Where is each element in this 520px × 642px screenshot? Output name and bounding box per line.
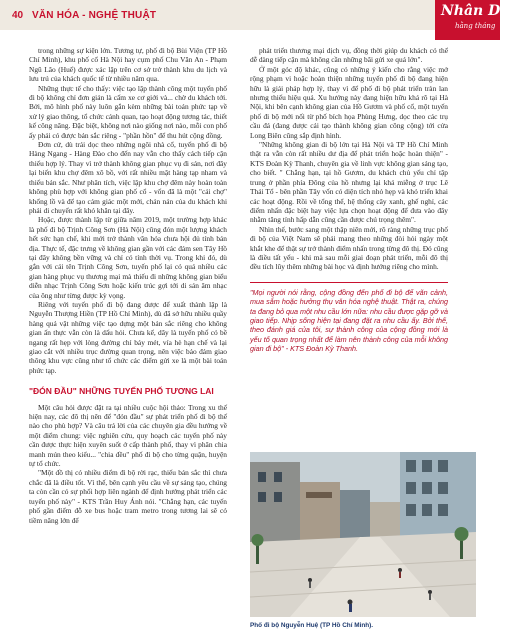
body-paragraph: "Một đồ thị có nhiều điểm đi bộ rời rạc, thiếu bản sắc thì chưa chắc đã là điều tốt. Vì thế, bên cạnh yêu cầu về sự sáng tạo, chúng ta còn cần có sự phối hợp liên ngành để định hướng phát triển các tuyến phố này" - KTS Trần Huy Ánh nói. "Chẳng hạn, các tuyến phố gần điểm đỗ xe bus hoặc tram metro trong tương lai sẽ có tiềm năng lớn để: [29, 468, 227, 525]
body-paragraph: Ở một góc độ khác, cũng có những ý kiến cho rằng việc mở rộng phạm vi hoặc hoàn thiện những tuyến phố đi bộ đang hiện hữu là giải pháp hợp lý, thay vì để phố đi bộ phát triển tràn lan nhưng thiếu hiệu quả. Xu hướng này đang hiện hữu khá rõ tại Hà Nội, khi bên cạnh không gian của Hồ Gươm và phố cổ, một tuyến phố đi bộ mới nối từ phố bích họa Phùng Hưng, dọc theo các trụ cầu đá (đang được cải tạo thành không gian công cộng) tới cửa Long Biên cũng sắp định hình.: [250, 64, 448, 140]
photo-caption: Phố đi bộ Nguyễn Huệ (TP Hồ Chí Minh).: [250, 622, 374, 629]
page-number: 40: [12, 10, 24, 21]
pedestrian-street-illustration: [250, 452, 476, 617]
body-paragraph: Nhìn thế, bước sang một thập niên mới, rõ ràng những trục phố đi bộ của Việt Nam sẽ phải mang theo những đòi hỏi ngày một khắt khe để thật sự trở thành điểm nhấn trong từng đô thị. Đó cũng là điều tất yếu - khi mà sau mỗi giai đoạn phát triển, mỗi đô thị đều tích lũy thêm những bài học và định hướng riêng cho mình.: [250, 224, 448, 272]
body-paragraph: trong những sự kiện lớn. Tương tự, phố đi bộ Bùi Viện (TP Hồ Chí Minh), khu phố cổ Hà Nội hay cụm phố Chu Văn An - Phạm Ngũ Lão (Huế) được xác lập trên cơ sở trở thành khu du lịch và lưu trú của khách quốc tế từ nhiều năm qua.: [29, 46, 227, 84]
body-paragraph: Riêng với tuyến phố đi bộ đang được để xuất thành lập là Nguyễn Thượng Hiền (TP Hồ Chí Minh), dù đã sở hữu nhiều quầy hàng quả vật những việc tạo dựng một bản sắc riêng cho không gian ấn thực vẫn còn là dấu hỏi. Chưa kể, dãy là tuyến phố có bề ngang rất hẹp với lòng đường chỉ bảy mét, vía hè hạn chế và lại giao cắt với nhiều trục đường quan trọng, nên việc bảo đảm giao thông khu vực cũng như tổ chức các điểm gửi xe là một bài toán phức tạp.: [29, 299, 227, 375]
section-title: VĂN HÓA - NGHỆ THUẬT: [32, 10, 157, 21]
body-paragraph: Một câu hỏi được đặt ra tại nhiều cuộc hội thảo: Trong xu thế hiện nay, các đô thị nên để "đón đầu" sự phát triển phố đi bộ thế nào cho phù hợp? Và câu trả lời của các chuyên gia đều hướng về một điểm chung: việc nghiên cứu, quy hoạch các tuyến phố này cần được thực hiện xuyên suốt ở cấp thành phố, thay vì phân chia manh mún theo kiểu... "chia đều" phố đi bộ cho từng quận, huyện tự tổ chức.: [29, 402, 227, 469]
logo-subtitle: hằng tháng: [455, 22, 496, 30]
street-photo: [250, 452, 476, 617]
newspaper-logo: [435, 0, 520, 40]
body-paragraph: Những thực tế cho thấy: việc tạo lập thành công một tuyến phố đi bộ không chỉ đơn giản là cấm xe cơ giới và... chờ du khách tới. Bởi, mô hình phố này luôn gắn kèm những bài toán phức tạp về xử lý giao thông, tổ chức cảnh quan, tạo hoạt động tương tác, thiết kế công năng. Đặc biệt, không nơi nào giống nơi nào, mỗi con phố ấy phải có được bản sắc riêng - "phần hồn" để thu hút cộng đồng.: [29, 83, 227, 140]
left-column: [29, 46, 227, 525]
body-paragraph: "Những không gian đi bộ lớn tại Hà Nội và TP Hồ Chí Minh thật ra vẫn còn rất nhiều dư địa để phát triển hoặc hoàn thiện" - KTS Đoàn Kỳ Thanh, chuyên gia về linh vực không gian sáng tạo, cho biết. " Chẳng hạn, tại hồ Gươm, du khách chủ yếu chỉ tập trung ở phần phía Đông của hồ nhưng lại khá miễng ở trục Lê Thái Tổ - bên phần Tây vốn có diện tích nhỏ hẹp và khó triển khai các hoạt động. Rồi về tổng thể, hệ thống cây xanh, ghế nghỉ, các điểm nhấn đặc biệt hay việc lựa chọn hoạt động để đưa vào đây nhằm tăng tính hấp dẫn cũng cần được chú trọng thêm".: [250, 140, 448, 225]
body-paragraph: phát triển thương mại dịch vụ, đồng thời giúp du khách có thể dễ dàng tiếp cận mà không cần những bãi gửi xe quá lớn".: [250, 46, 448, 65]
pull-quote-text: "Mọi người nói rằng, cộng đồng đến phố đi bộ để vãn cảnh, mua sắm hoặc hưởng thụ văn hóa nghệ thuật. Thật ra, chúng ta đang bỏ qua một nhu cầu lớn nữa: nhu cầu được gặp gỡ và giao tiếp. Nhịp sống hiện tại đang đặt ra nhu cầu ấy. Bởi thế, theo đánh giá của tôi, sự thành công của cộng đồng mới là yếu tố quan trọng nhất để làm nên thành công của mỗi không gian đi bộ" - KTS Đoàn Kỳ Thanh.: [250, 287, 448, 354]
logo-title: Nhân Dân: [441, 3, 520, 19]
section-heading: "ĐÓN ĐẦU" NHỮNG TUYẾN PHỐ TƯƠNG LAI: [29, 386, 214, 397]
body-paragraph: Họặc, được thành lập từ giữa năm 2019, một trường hợp khác là phố đi bộ Trịnh Công Sơn (Hà Nội) cũng đón một lượng khách hết sức hạn chế, khi mới trở thành văn hóa chưa hội đủ tính bản địa. Thực tế, đặc trưng về không gian gần với các đảm sen Tây Hồ tại đây không bền vững và chỉ có tính thời vụ. Trong khi đó, dù gắn với cái tên Trịnh Công Sơn, tuyến phố lại có quá nhiều các gian hàng phục vụ thương mại mà thiếu đi những không gian biểu diễn nhạc Trịnh Công Sơn hoặc kiến trúc gợi tới di sản âm nhạc của ông như từng được kỳ vọng.: [29, 215, 227, 300]
body-paragraph: Đơn cử, dù trải dọc theo những ngôi nhà cổ, tuyến phố đi bộ Hàng Ngang - Hàng Đào cho đến nay vẫn cho thấy cách tiếp cận thiếu hợp lý. Thay vì trở thành không gian phục vụ đi sản, nơi đây lại biến khu chợ đêm xô bồ, với rất nhiều mặt hàng tạp nham và thiếu bản sắc. Như phân tích, việc lập khu chợ đêm này hoàn toàn không phù hợp với không gian phố cổ - vốn đã là một "cái chợ" khổng lồ và để tạo cảm giác một mới, chán nản của du khách khi phải di chuyển rất khó khăn tại đây.: [29, 140, 227, 215]
page-header: [0, 0, 520, 40]
right-column: [250, 46, 448, 354]
pull-quote: [250, 282, 448, 354]
